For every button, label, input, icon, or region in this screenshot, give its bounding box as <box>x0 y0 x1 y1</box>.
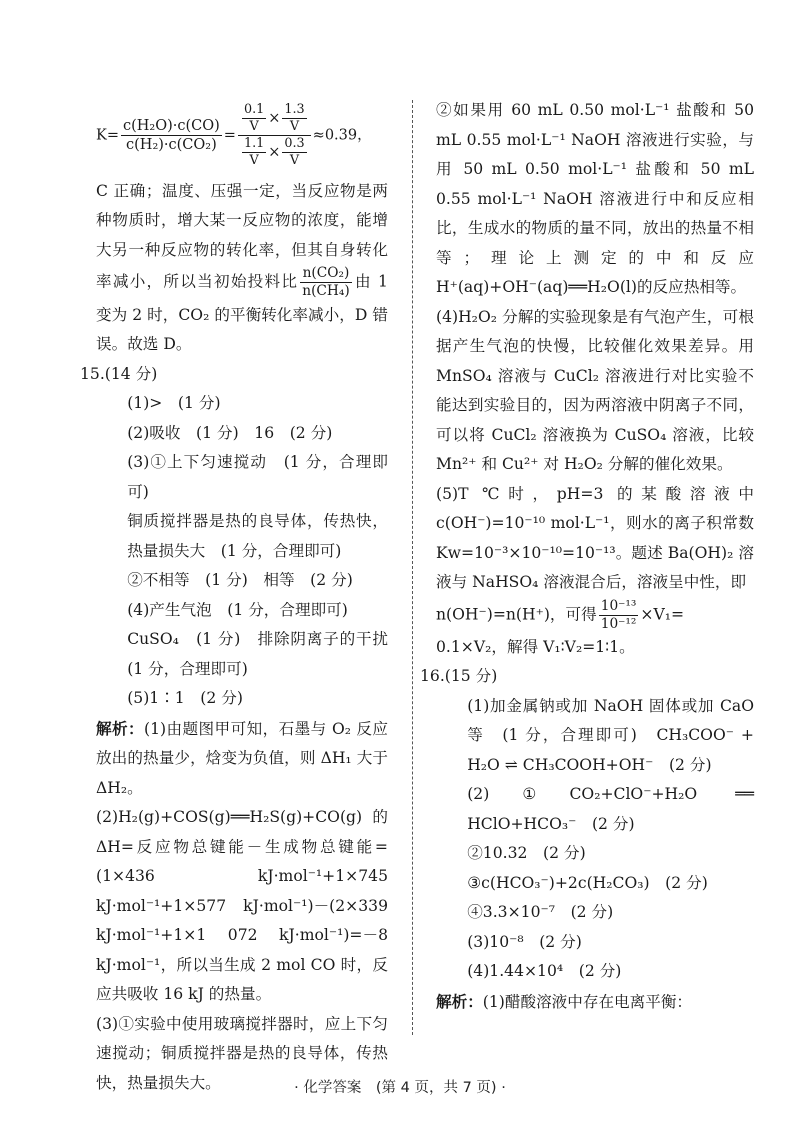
page-footer: · 化学答案 (第 4 页，共 7 页) · <box>294 1080 506 1096</box>
answer-line: (4)1.44×10⁴ (2 分) <box>467 962 622 981</box>
answer-line: (3)①上下匀速搅动 (1 分，合理即可) <box>127 453 388 501</box>
paragraph-option-c-d: C 正确；温度、压强一定，当反应物是两种物质时，增大某一反应物的浓度，能增大另一种反应物的转化率，但其自身转化率减小，所以当初始投料比 $\frac{\text{n(CO₂)}}{\text{n(CH₄)}}$ 由 1 变为 2 时，CO₂ 的平衡转化率减小，D 错误。故选 D。 <box>96 181 388 354</box>
analysis-paragraph: ②如果用 60 mL 0.50 mol·L⁻¹ 盐酸和 50 mL 0.55 mol·L⁻¹ NaOH 溶液进行实验，与用 50 mL 0.50 mol·L⁻¹ 盐酸和 50 mL 0.55 mol·L⁻¹ NaOH 溶液进行中和反应相比，生成水的物质的量不同，放出的热量不相等；理论上测定的中和反应 H⁺(aq)+OH⁻(aq)══H₂O(l)的反应热相等。 <box>436 101 754 296</box>
ion-product-line: n(OH⁻)=n(H⁺)，可得 $\frac{\text{10⁻¹³}}{\text{10⁻¹²}}$ ×V₁= <box>436 597 685 632</box>
answer-line: (5)1∶1 (2 分) <box>127 689 243 708</box>
equilibrium-constant-formula: K= $\frac{\text{c(H₂O)·c(CO)}}{\text{c(H₂)·c(CO₂)}}$ = $\frac{0.1}{V}$ × $\frac{1.3}{V}$ $\frac{1.1}{V}$ × $\frac{0.3}{V}$ ≈0.39， <box>96 102 372 168</box>
answer-line: (3)10⁻⁸ (2 分) <box>467 932 582 951</box>
analysis-label: 解析： <box>96 718 145 738</box>
answer-line: ②不相等 (1 分) 相等 (2 分) <box>127 571 353 590</box>
right-column <box>420 96 754 1017</box>
answer-line: (4)产生气泡 (1 分，合理即可) <box>127 600 348 619</box>
analysis-paragraph: (4)H₂O₂ 分解的实验现象是有气泡产生，可根据产生气泡的快慢，比较催化效果差异。用 MnSO₄ 溶液与 CuCl₂ 溶液进行对比实验不能达到实验目的，因为两溶液中阴离子不同，可以将 CuCl₂ 溶液换为 CuSO₄ 溶液，比较 Mn²⁺ 和 Cu²⁺ 对 H₂O₂ 分解的催化效果。 <box>436 307 754 473</box>
analysis-paragraph: (5)T ℃时，pH=3 的某酸溶液中 c(OH⁻)=10⁻¹⁰ mol·L⁻¹，则水的离子积常数 Kw=10⁻³×10⁻¹⁰=10⁻¹³。题述 Ba(OH)₂ 溶液与 NaHSO₄ 溶液混合后，溶液呈中性，即 <box>436 484 754 591</box>
answer-line: (1)加金属钠或加 NaOH 固体或加 CaO 等 (1 分，合理即可) CH₃COO⁻ + H₂O ⇌ CH₃COOH+OH⁻ (2 分) <box>467 696 754 774</box>
analysis-paragraph: 0.1×V₂，解得 V₁∶V₂=1∶1。 <box>436 637 635 656</box>
analysis-paragraph: 解析：(1)由题图甲可知，石墨与 O₂ 反应放出的热量少，焓变为负值，则 ΔH₁ 大于 ΔH₂。 <box>96 718 388 797</box>
analysis-paragraph: (3)①实验中使用玻璃搅拌器时，应上下匀速搅动；铜质搅拌器是热的良导体，传热快，热量损失大。 <box>96 1014 388 1092</box>
analysis-paragraph: (2)H₂(g)+COS(g)══H₂S(g)+CO(g)的 ΔH=反应物总键能－生成物总键能=(1×436 kJ·mol⁻¹+1×745 kJ·mol⁻¹+1×577 kJ·mol⁻¹)－(2×339 kJ·mol⁻¹+1×1 072 kJ·mol⁻¹)=－8 kJ·mol⁻¹，所以当生成 2 mol CO 时，反应共吸收 16 kJ 的热量。 <box>96 808 388 1004</box>
question-16-heading: 16.(15 分) <box>420 667 498 686</box>
answer-line: CuSO₄ (1 分) 排除阴离子的干扰 (1 分，合理即可) <box>127 630 404 678</box>
feed-ratio-fraction: $\frac{\text{n(CO₂)}}{\text{n(CH₄)}}$ <box>302 265 350 300</box>
question-15-heading: 15.(14 分) <box>80 364 158 383</box>
column-divider <box>412 100 413 1035</box>
answer-line: (2)吸收 (1 分) 16 (2 分) <box>127 423 333 442</box>
answer-line: ③c(HCO₃⁻)+2c(H₂CO₃) (2 分) <box>467 873 708 892</box>
answer-line: (1)> (1 分) <box>127 394 221 413</box>
analysis-paragraph: 解析：(1)醋酸溶液中存在电离平衡： <box>436 991 693 1011</box>
answer-line: ④3.3×10⁻⁷ (2 分) <box>467 903 614 922</box>
answer-line: 铜质搅拌器是热的良导体，传热快，热量损失大 (1 分，合理即可) <box>127 512 388 560</box>
analysis-label: 解析： <box>436 991 483 1011</box>
answer-line: ②10.32 (2 分) <box>467 844 586 863</box>
answer-line: (2)①CO₂+ClO⁻+H₂O ══ HClO+HCO₃⁻ (2 分) <box>467 785 754 833</box>
